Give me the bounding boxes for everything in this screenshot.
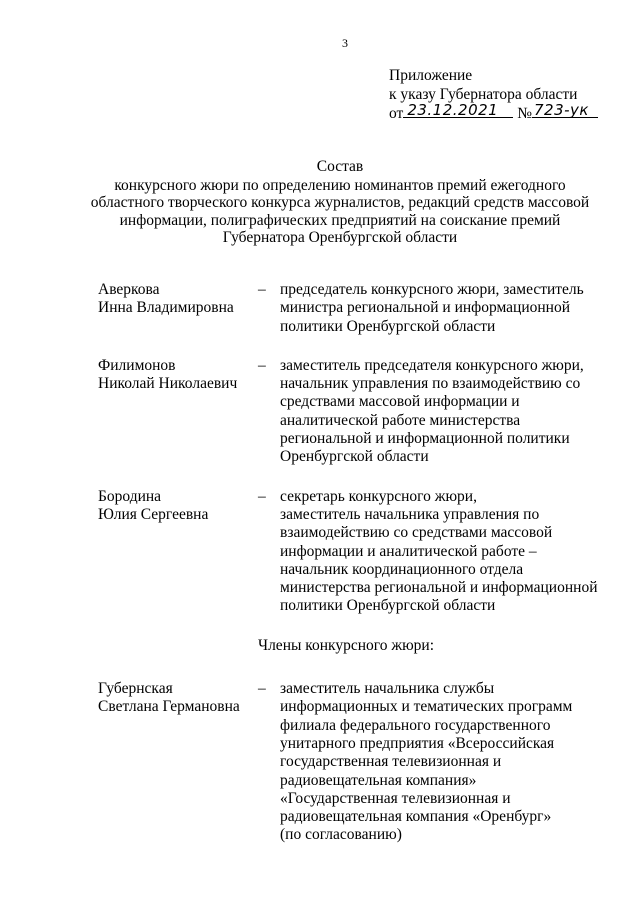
page-number: 3 bbox=[342, 36, 348, 50]
appendix-decree-reference: к указу Губернатора области bbox=[389, 86, 578, 103]
member-surname: Бородина bbox=[98, 487, 162, 505]
title-heading: Состав bbox=[316, 158, 364, 175]
role-line: министерства региональной и информационной bbox=[280, 579, 598, 597]
jury-member-entry bbox=[98, 680, 598, 845]
member-role bbox=[280, 680, 598, 845]
member-role bbox=[280, 357, 598, 467]
role-line: политики Оренбургской области bbox=[280, 317, 496, 335]
decree-date: 23.12.2021 bbox=[403, 103, 513, 118]
member-given-names: Светлана Германовна bbox=[98, 698, 240, 716]
dash-separator: – bbox=[258, 680, 266, 698]
role-line: радиовещательная компания» bbox=[280, 771, 477, 789]
member-given-names: Николай Николаевич bbox=[98, 375, 238, 393]
title-line: Губернатора Оренбургской области bbox=[222, 229, 458, 246]
members-heading: Члены конкурсного жюри: bbox=[258, 636, 435, 654]
role-line: «Государственная телевизионная и bbox=[280, 789, 511, 807]
role-line: информационных и тематических программ bbox=[280, 698, 573, 716]
title-line: областного творческого конкурса журналистов, редакций средств массовой bbox=[90, 194, 590, 211]
jury-member-entry bbox=[98, 357, 598, 467]
role-line: заместитель начальника службы bbox=[280, 680, 495, 698]
member-name bbox=[98, 488, 258, 616]
role-line: региональной и информационной политики bbox=[280, 430, 570, 448]
date-prefix: от bbox=[389, 105, 404, 122]
dash-separator: – bbox=[258, 281, 266, 298]
member-name bbox=[98, 357, 258, 467]
role-line: заместитель начальника управления по bbox=[280, 505, 540, 523]
member-surname: Губернская bbox=[98, 680, 173, 698]
role-line: Оренбургской области bbox=[280, 448, 429, 466]
member-surname: Аверкова bbox=[98, 281, 160, 298]
role-line: средствами массовой информации и bbox=[280, 393, 520, 411]
jury-member-entry bbox=[98, 281, 598, 336]
member-surname: Филимонов bbox=[98, 356, 176, 374]
role-line: унитарного предприятия «Всероссийская bbox=[280, 734, 555, 752]
member-name bbox=[98, 281, 258, 336]
role-line: государственная телевизионная и bbox=[280, 753, 502, 771]
dash-separator: – bbox=[258, 487, 266, 505]
role-line: аналитической работе министерства bbox=[280, 411, 521, 429]
role-line: филиала федерального государственного bbox=[280, 716, 551, 734]
role-line: взаимодействию со средствами массовой bbox=[280, 524, 553, 542]
role-line: информации и аналитической работе – bbox=[280, 542, 537, 560]
number-prefix: № bbox=[517, 105, 532, 122]
appendix-block bbox=[389, 66, 598, 123]
member-role bbox=[280, 281, 598, 336]
appendix-title: Приложение bbox=[389, 67, 473, 84]
jury-list bbox=[98, 281, 598, 866]
member-given-names: Юлия Сергеевна bbox=[98, 505, 209, 523]
role-line: начальник управления по взаимодействию со bbox=[280, 375, 581, 393]
appendix-date-row bbox=[389, 101, 598, 123]
role-line: политики Оренбургской области bbox=[280, 597, 496, 615]
role-line: министра региональной и информационной bbox=[280, 299, 571, 317]
member-name bbox=[98, 680, 258, 845]
role-line: секретарь конкурсного жюри, bbox=[280, 487, 477, 505]
role-line: заместитель председателя конкурсного жюри, bbox=[280, 356, 584, 374]
decree-number: 723-ук bbox=[532, 103, 598, 118]
role-line: начальник координационного отдела bbox=[280, 560, 524, 578]
document-title bbox=[90, 158, 590, 247]
role-line: председатель конкурсного жюри, заместитель bbox=[280, 281, 584, 298]
jury-member-entry bbox=[98, 488, 598, 616]
member-role bbox=[280, 488, 598, 616]
dash-separator: – bbox=[258, 356, 266, 374]
role-line: (по согласованию) bbox=[280, 826, 402, 844]
title-line: конкурсного жюри по определению номинантов премий ежегодного bbox=[114, 176, 566, 194]
role-line: радиовещательная компания «Оренбург» bbox=[280, 808, 552, 826]
title-line: информации, полиграфических предприятий на соискание премий bbox=[119, 211, 561, 229]
member-given-names: Инна Владимировна bbox=[98, 299, 234, 317]
